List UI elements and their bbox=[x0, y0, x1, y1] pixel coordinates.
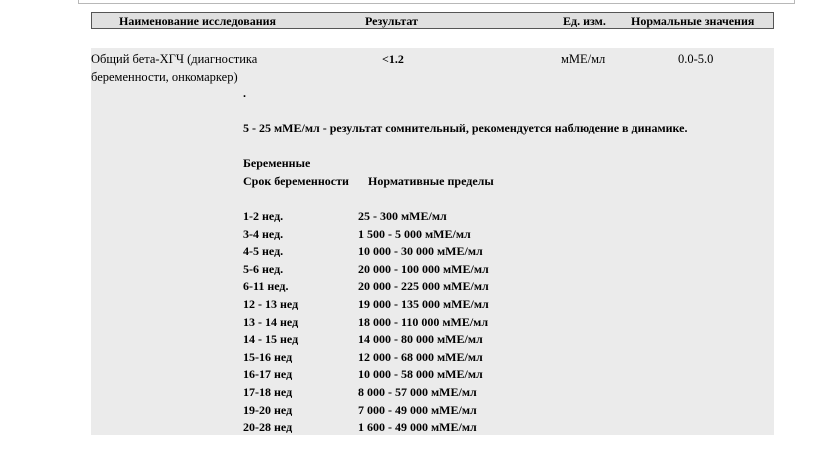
pregnancy-term: 14 - 15 нед bbox=[243, 332, 299, 347]
col-limits-header: Нормативные пределы bbox=[368, 174, 494, 188]
pregnancy-range: 20 000 - 225 000 мМЕ/мл bbox=[358, 279, 489, 294]
pregnant-title: Беременные bbox=[243, 156, 311, 170]
pregnancy-range: 10 000 - 58 000 мМЕ/мл bbox=[358, 367, 483, 382]
result-block bbox=[91, 48, 774, 435]
pregnancy-range: 20 000 - 100 000 мМЕ/мл bbox=[358, 261, 489, 276]
pregnancy-term: 3-4 нед. bbox=[243, 226, 284, 241]
pregnancy-term: 13 - 14 нед bbox=[243, 314, 299, 329]
header-norm: Нормальные значения bbox=[631, 14, 755, 28]
pregnancy-term: 19-20 нед bbox=[243, 402, 293, 417]
test-name-line1: Общий бета-ХГЧ (диагностика bbox=[91, 52, 258, 66]
pregnancy-term: 4-5 нед. bbox=[243, 244, 284, 259]
pregnancy-range: 14 000 - 80 000 мМЕ/мл bbox=[358, 332, 483, 347]
header-units: Ед. изм. bbox=[563, 14, 606, 28]
col-term-header: Срок беременности bbox=[243, 174, 349, 188]
pregnancy-term: 6-11 нед. bbox=[243, 279, 289, 294]
top-frame bbox=[78, 0, 795, 4]
pregnancy-term: 15-16 нед bbox=[243, 349, 293, 364]
pregnancy-range: 7 000 - 49 000 мМЕ/мл bbox=[358, 402, 477, 417]
pregnancy-range: 18 000 - 110 000 мМЕ/мл bbox=[358, 314, 489, 329]
test-norm: 0.0-5.0 bbox=[678, 52, 714, 66]
pregnancy-range: 8 000 - 57 000 мМЕ/мл bbox=[358, 385, 477, 399]
doubtful-note: 5 - 25 мМЕ/мл - результат сомнительный, рекомендуется наблюдение в динамике. bbox=[243, 121, 688, 135]
header-name: Наименование исследования bbox=[119, 14, 277, 28]
pregnancy-term: 12 - 13 нед bbox=[243, 297, 299, 311]
pregnancy-range: 1 600 - 49 000 мМЕ/мл bbox=[358, 420, 477, 435]
pregnancy-range: 12 000 - 68 000 мМЕ/мл bbox=[358, 349, 483, 364]
pregnancy-term: 5-6 нед. bbox=[243, 261, 284, 276]
pregnancy-range: 25 - 300 мМЕ/мл bbox=[358, 209, 447, 223]
pregnancy-range: 10 000 - 30 000 мМЕ/мл bbox=[358, 244, 483, 259]
pregnancy-term: 16-17 нед bbox=[243, 367, 293, 382]
header-result: Результат bbox=[365, 14, 419, 28]
note-dot: . bbox=[243, 86, 246, 100]
test-name-line2: беременности, онкомаркер) bbox=[91, 70, 238, 84]
pregnancy-term: 20-28 нед bbox=[243, 420, 293, 435]
table-header bbox=[91, 12, 774, 29]
pregnancy-term: 1-2 нед. bbox=[243, 209, 284, 223]
test-result: <1.2 bbox=[382, 52, 404, 66]
pregnancy-range: 19 000 - 135 000 мМЕ/мл bbox=[358, 297, 489, 311]
pregnancy-range: 1 500 - 5 000 мМЕ/мл bbox=[358, 226, 471, 241]
pregnancy-term: 17-18 нед bbox=[243, 385, 293, 399]
test-units: мМЕ/мл bbox=[561, 52, 606, 66]
